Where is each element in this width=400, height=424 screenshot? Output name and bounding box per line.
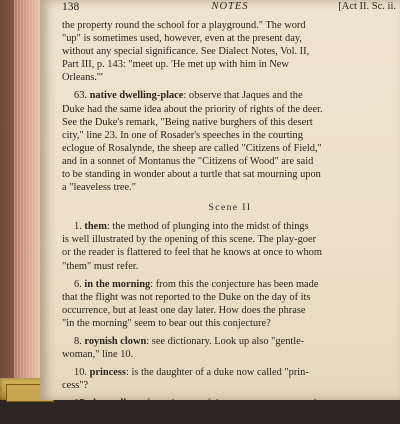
note-line: city," line 23. In one of Rosader's speeches in the courting: [62, 129, 303, 141]
note-line: See the Duke's remark, "Being native burghers of this desert: [62, 116, 313, 128]
note-line: out to whom "gallant" refers? The pronouns are evidently: [62, 411, 302, 423]
scene-heading: Scene II: [208, 202, 252, 214]
act-scene-label: [Act II. Sc. ii.: [338, 1, 396, 12]
note-lemma: that gallant: [89, 398, 141, 410]
note-number: 6.: [74, 278, 82, 290]
note-number: 17.: [74, 398, 87, 410]
running-header: [62, 1, 398, 19]
note-text: : see dictionary. Look up also "gentle-: [146, 335, 305, 347]
note-first-line: [62, 220, 398, 233]
note-number: 8.: [74, 335, 82, 347]
continuation-line: without any special significance. See Dialect Notes, Vol. II,: [62, 46, 310, 58]
note-number: 1.: [74, 221, 82, 233]
note-line: occurrence, but at least one day later. How does the phrase: [62, 304, 306, 316]
note-line: or the reader is flattered to feel that he knows at once to whom: [62, 247, 322, 259]
note-first-line: [62, 366, 398, 379]
note-lemma: native dwelling-place: [89, 90, 184, 102]
note-line: and in a sonnet of Montanus the "Citizens of Wood" are said: [62, 155, 314, 167]
note-line: that the flight was not reported to the Duke on the day of its: [62, 291, 311, 303]
note-text: : the method of plunging into the midst of things: [106, 221, 309, 233]
note-number: 63.: [74, 90, 87, 102]
running-title: NOTES: [211, 1, 249, 12]
note-lemma: roynish clown: [84, 335, 147, 347]
note-line: "in the morning" seem to bear out this conjecture?: [62, 317, 271, 329]
note-line: Duke had the same idea about the priority of rights of the deer.: [62, 103, 323, 115]
continuation-line: the property round the school for a playground." The word: [62, 20, 306, 31]
note-line: is well illustrated by the opening of this scene. The play-goer: [62, 234, 317, 246]
note-lemma: them: [84, 221, 107, 233]
note-first-line: [62, 335, 398, 348]
note-63-first-line: [62, 89, 398, 102]
note-text: : is the daughter of a duke now called "prin-: [125, 367, 309, 379]
note-number: 10.: [74, 367, 87, 379]
note-lemma: princess: [89, 367, 126, 379]
page-number: 138: [62, 1, 80, 13]
note-line: cess"?: [62, 380, 89, 392]
note-text: : from the rest of the passage, can you make: [140, 398, 324, 410]
continuation-line: Orleans.'": [62, 72, 104, 84]
note-line: a "leaveless tree.": [62, 182, 136, 194]
continuation-line: Part III, p. 143: "meet up. 'He met up with him in New: [62, 59, 289, 71]
book-page: [40, 0, 400, 423]
note-line: woman," line 10.: [62, 349, 134, 361]
page-edges: [14, 0, 42, 400]
note-first-line: [62, 397, 398, 410]
note-lemma: in the morning: [84, 278, 151, 290]
note-line: to be standing in wonder about a turtle that sat mourning upon: [62, 169, 321, 181]
continuation-line: "up" is sometimes used, however, even at the present day,: [62, 33, 302, 45]
note-first-line: [62, 278, 398, 291]
note-line: "them" must refer.: [62, 260, 139, 272]
note-text: : from this the conjecture has been made: [150, 278, 319, 290]
page-content: [62, 0, 398, 424]
note-text: : observe that Jaques and the: [183, 90, 303, 102]
note-line: eclogue of Rosalynde, the sheep are called "Citizens of Field,": [62, 142, 322, 154]
